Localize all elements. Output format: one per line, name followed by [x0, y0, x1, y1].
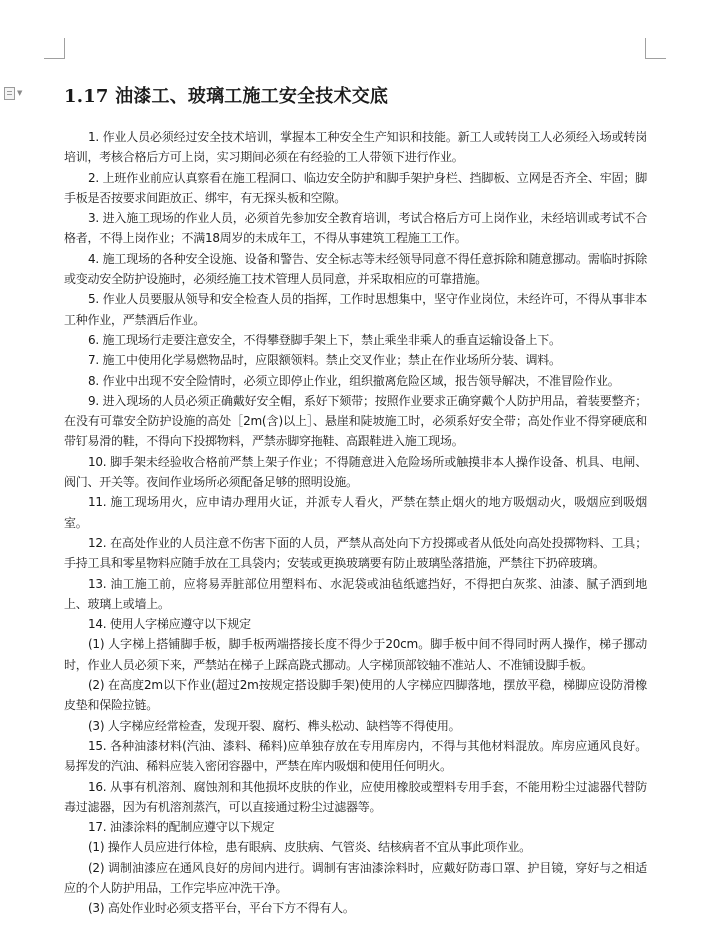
paragraph-14-2: (2) 在高度2m以下作业(超过2m按规定搭设脚手架)使用的人字梯应四脚落地，摆放平稳，梯脚应设防滑橡皮垫和保险拉链。 [64, 678, 647, 713]
paragraph-17: 17. 油漆涂料的配制应遵守以下规定 [88, 820, 275, 835]
paragraph-2: 2. 上班作业前应认真察看在施工程洞口、临边安全防护和脚手架护身栏、挡脚板、立网是否齐全、牢固；脚手板是否按要求间距放正、绑牢，有无探头板和空隙。 [64, 170, 647, 205]
paragraph-14-1: (1) 人字梯上搭铺脚手板，脚手板两端搭接长度不得少于20cm。脚手板中间不得同时两人操作，梯子挪动时，作业人员必须下来，严禁站在梯子上踩高跷式挪动。人字梯顶部铰轴不准站人、不准铺设脚手板。 [64, 637, 647, 672]
paragraph-9: 9. 进入现场的人员必须正确戴好安全帽，系好下颏带；按照作业要求正确穿戴个人防护用品，着装要整齐；在没有可靠安全防护设施的高处［2m(含)以上］、悬崖和陡坡施工时，必须系好安全带；高处作业不得穿硬底和带钉易滑的鞋，不得向下投掷物料，严禁赤脚穿拖鞋、高跟鞋进入施工现场。 [64, 393, 647, 449]
paragraph-17-1: (1) 操作人员应进行体检，患有眼病、皮肤病、气管炎、结核病者不宜从事此项作业。 [88, 840, 531, 855]
page-icon [4, 87, 15, 100]
paragraph-16: 16. 从事有机溶剂、腐蚀剂和其他损坏皮肤的作业，应使用橡胶或塑料专用手套，不能用粉尘过滤器代替防毒过滤器，因为有机溶剂蒸汽，可以直接通过粉尘过滤器等。 [64, 779, 647, 814]
section-heading: 1.17 油漆工、玻璃工施工安全技术交底 [64, 86, 389, 107]
paragraph-10: 10. 脚手架未经验收合格前严禁上架子作业；不得随意进入危险场所或触摸非本人操作设备、机具、电闸、阀门、开关等。夜间作业场所必须配备足够的照明设施。 [64, 454, 647, 490]
paragraph-12: 12. 在高处作业的人员注意不伤害下面的人员，严禁从高处向下方投掷或者从低处向高处投掷物料、工具；手持工具和零星物料应随手放在工具袋内；安装或更换玻璃要有防止玻璃坠落措施，严禁往下扔碎玻璃。 [64, 535, 647, 571]
chevron-down-icon: ▼ [17, 88, 23, 97]
paragraph-6: 6. 施工现场行走要注意安全，不得攀登脚手架上下，禁止乘坐非乘人的垂直运输设备上下。 [88, 332, 561, 347]
page-corner-mark-top-left [44, 38, 65, 59]
paragraph-15: 15. 各种油漆材料(汽油、漆料、稀料)应单独存放在专用库房内，不得与其他材料混放。库房应通风良好。易挥发的汽油、稀料应装入密闭容器中，严禁在库内吸烟和使用任何明火。 [64, 738, 647, 774]
document-body [64, 127, 647, 919]
page-corner-mark-top-right [645, 38, 666, 59]
paragraph-17-3: (3) 高处作业时必须支搭平台，平台下方不得有人。 [88, 901, 355, 916]
paragraph-14-3: (3) 人字梯应经常检查，发现开裂、腐朽、榫头松动、缺档等不得使用。 [88, 718, 461, 733]
paragraph-4: 4. 施工现场的各种安全设施、设备和警告、安全标志等未经领导同意不得任意拆除和随意挪动。需临时拆除或变动安全防护设施时，必须经施工技术管理人员同意，并采取相应的可靠措施。 [64, 251, 647, 287]
paragraph-14: 14. 使用人字梯应遵守以下规定 [88, 617, 251, 632]
paragraph-3: 3. 进入施工现场的作业人员，必须首先参加安全教育培训，考试合格后方可上岗作业，未经培训或考试不合格者，不得上岗作业；不满18周岁的未成年工，不得从事建筑工程施工工作。 [64, 211, 647, 246]
paragraph-8: 8. 作业中出现不安全险情时，必须立即停止作业，组织撤离危险区域，报告领导解决，不准冒险作业。 [88, 373, 620, 388]
document-outline-icon[interactable] [4, 86, 34, 100]
paragraph-17-2: (2) 调制油漆应在通风良好的房间内进行。调制有害油漆涂料时，应戴好防毒口罩、护目镜，穿好与之相适应的个人防护用品，工作完毕应冲洗干净。 [64, 860, 647, 895]
paragraph-1: 1. 作业人员必须经过安全技术培训，掌握本工种安全生产知识和技能。新工人或转岗工人必须经入场或转岗培训，考核合格后方可上岗，实习期间必须在有经验的工人带领下进行作业。 [64, 130, 647, 165]
paragraph-11: 11. 施工现场用火，应申请办理用火证，并派专人看火，严禁在禁止烟火的地方吸烟动火，吸烟应到吸烟室。 [64, 495, 647, 530]
paragraph-5: 5. 作业人员要服从领导和安全检查人员的指挥，工作时思想集中，坚守作业岗位，未经许可，不得从事非本工种作业，严禁酒后作业。 [64, 292, 647, 327]
paragraph-7: 7. 施工中使用化学易燃物品时，应限额领料。禁止交叉作业；禁止在作业场所分装、调料。 [88, 353, 561, 368]
paragraph-13: 13. 油工施工前，应将易弄脏部位用塑料布、水泥袋或油毡纸遮挡好，不得把白灰浆、油漆、腻子洒到地上、玻璃上或墙上。 [64, 576, 647, 611]
